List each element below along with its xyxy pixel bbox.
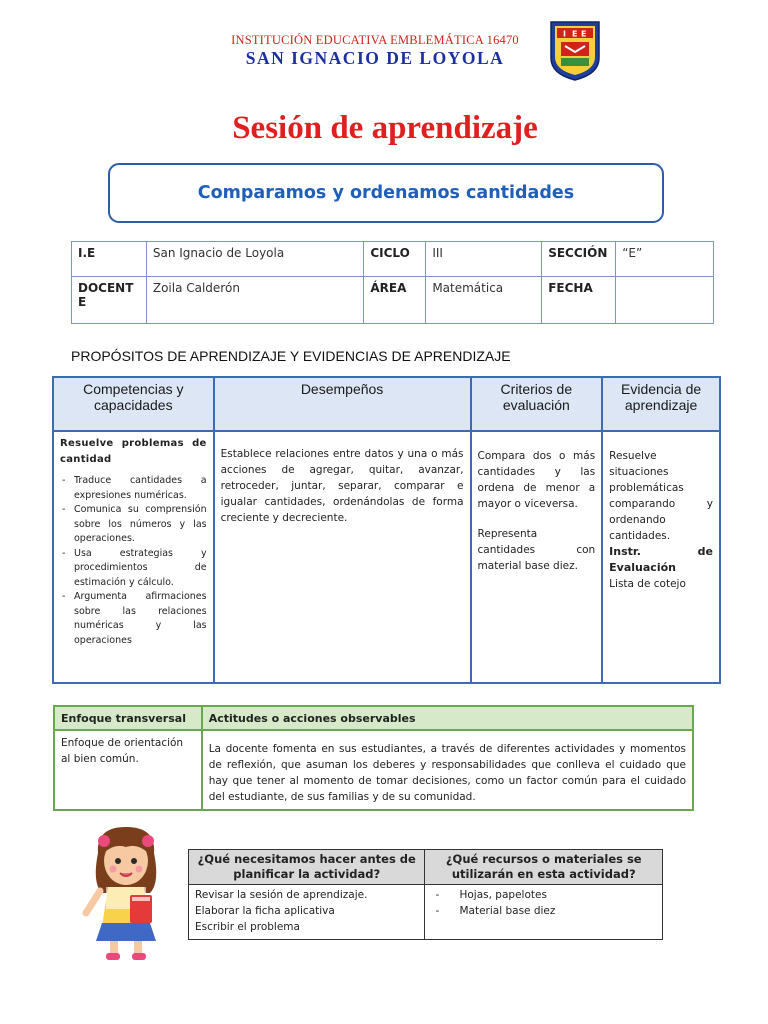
list-item: Elaborar la ficha aplicativa bbox=[195, 905, 335, 917]
list-item: Escribir el problema bbox=[195, 921, 300, 933]
seccion-label: SECCIÓN bbox=[542, 242, 616, 277]
topic-box bbox=[108, 163, 664, 223]
transversal-header-left: Enfoque transversal bbox=[54, 706, 202, 730]
ciclo-value: III bbox=[426, 242, 542, 277]
list-item: - Traduce cantidades a expresiones numéricas. bbox=[74, 474, 207, 503]
transversal-table bbox=[53, 705, 694, 811]
list-item: - Usa estrategias y procedimientos de estimación y cálculo. bbox=[74, 547, 207, 591]
fecha-label: FECHA bbox=[542, 277, 616, 324]
competency-title: Resuelve problemas de cantidad bbox=[60, 438, 207, 465]
area-label: ÁREA bbox=[364, 277, 426, 324]
planning-tasks-cell bbox=[189, 885, 425, 940]
resources-list bbox=[431, 887, 656, 919]
competencies-cell bbox=[53, 431, 214, 683]
list-item: - Hojas, papelotes bbox=[459, 887, 656, 903]
criteria-text-1: Compara dos o más cantidades y las ordena de menor a mayor o viceversa. bbox=[477, 450, 596, 510]
institution-line: INSTITUCIÓN EDUCATIVA EMBLEMÁTICA 16470 bbox=[231, 33, 519, 47]
planning-resources-cell bbox=[425, 885, 663, 940]
criteria-text-2: Representa cantidades con material base diez. bbox=[477, 528, 596, 572]
header-criteria: Criterios de evaluación bbox=[471, 377, 603, 431]
planning-header-left: ¿Qué necesitamos hacer antes de planificar la actividad? bbox=[189, 850, 425, 885]
school-crest-logo bbox=[547, 18, 603, 82]
docente-value: Zoila Calderón bbox=[146, 277, 364, 324]
transversal-actions-cell bbox=[202, 730, 693, 810]
student-girl-illustration bbox=[78, 823, 174, 963]
seccion-value: “E” bbox=[616, 242, 714, 277]
criteria-cell bbox=[471, 431, 603, 683]
svg-text:E: E bbox=[572, 29, 578, 39]
performance-text: Establece relaciones entre datos y una o más acciones de agregar, quitar, avanzar, retroceder, juntar, separar, comparar e igualar cantidades, ordenándolas de forma creciente y decreciente. bbox=[220, 448, 464, 524]
list-item: Revisar la sesión de aprendizaje. bbox=[195, 889, 368, 901]
evidence-cell bbox=[602, 431, 720, 683]
header-performance: Desempeños bbox=[214, 377, 471, 431]
ciclo-label: CICLO bbox=[364, 242, 426, 277]
instrument-value: Lista de cotejo bbox=[609, 578, 686, 590]
session-title: Sesión de aprendizaje bbox=[232, 110, 538, 146]
planning-header-right: ¿Qué recursos o materiales se utilizarán en esta actividad? bbox=[425, 850, 663, 885]
info-table bbox=[71, 241, 714, 324]
docente-label: DOCENTE bbox=[72, 277, 147, 324]
transversal-actions: La docente fomenta en sus estudiantes, a través de diferentes actividades y momentos de reflexión, que asuman los deberes y responsabilidades que conlleva el cuidado que hay que tener al momento de tomar decisiones, como un factor común para el cuidado del estudiante, de sus familias y de su comunidad. bbox=[208, 743, 686, 803]
topic-title: Comparamos y ordenamos cantidades bbox=[197, 183, 575, 203]
info-row-1 bbox=[72, 242, 714, 277]
planning-table bbox=[188, 849, 663, 940]
svg-text:E: E bbox=[581, 29, 587, 39]
ie-label: I.E bbox=[72, 242, 147, 277]
header-evidence: Evidencia de aprendizaje bbox=[602, 377, 720, 431]
area-value: Matemática bbox=[426, 277, 542, 324]
evidence-text: Resuelve situaciones problemáticas comparando y ordenando cantidades. bbox=[609, 450, 713, 542]
capacity-list bbox=[60, 474, 207, 648]
list-item: - Comunica su comprensión sobre los números y las operaciones. bbox=[74, 503, 207, 547]
transversal-header-right: Actitudes o acciones observables bbox=[202, 706, 693, 730]
ie-value: San Ignacio de Loyola bbox=[146, 242, 364, 277]
transversal-approach: Enfoque de orientación al bien común. bbox=[54, 730, 202, 810]
instrument-label: Instr. de Evaluación bbox=[609, 545, 713, 574]
list-item: - Argumenta afirmaciones sobre las relaciones numéricas y las operaciones bbox=[74, 590, 207, 648]
list-item: - Material base diez bbox=[459, 903, 656, 919]
info-row-2 bbox=[72, 277, 714, 324]
school-name: SAN IGNACIO DE LOYOLA bbox=[245, 48, 505, 68]
header-competencies: Competencias y capacidades bbox=[53, 377, 214, 431]
fecha-value bbox=[616, 277, 714, 324]
purposes-title: PROPÓSITOS DE APRENDIZAJE Y EVIDENCIAS DE APRENDIZAJE bbox=[71, 348, 511, 364]
competencies-table bbox=[52, 376, 721, 684]
performance-cell bbox=[214, 431, 471, 683]
svg-text:I: I bbox=[563, 29, 566, 39]
